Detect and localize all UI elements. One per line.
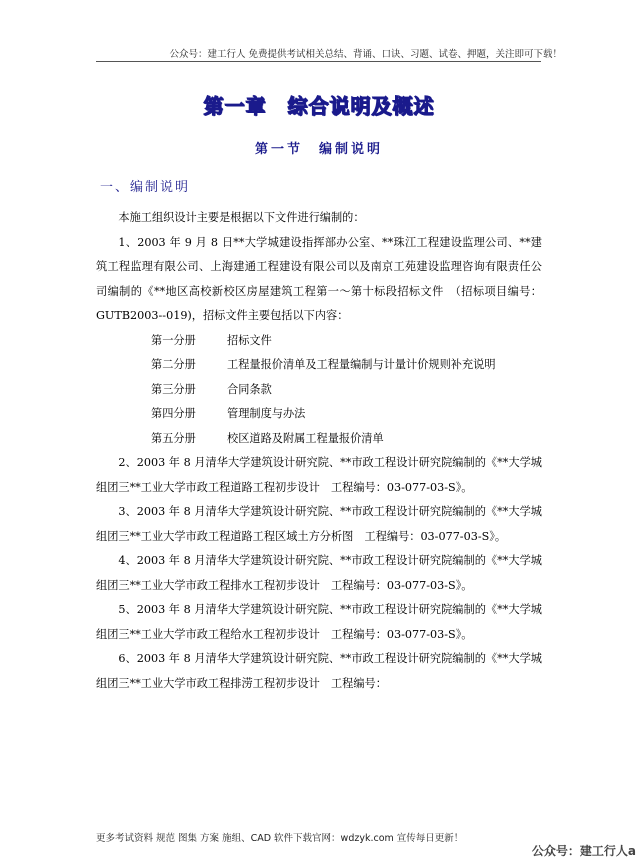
volume-item	[151, 402, 542, 427]
volume-number: 第三分册	[151, 382, 196, 396]
volume-number: 第一分册	[151, 333, 196, 347]
volume-number: 第五分册	[151, 431, 196, 445]
volume-number: 第二分册	[151, 358, 196, 371]
item-6-paragraph: 6、2003 年 8 月清华大学建筑设计研究院、**市政工程设计研究院编制的《**大学城组团三**工业大学市政工程排涝工程初步设计 工程编号：	[96, 652, 542, 690]
item-5-paragraph: 5、2003 年 8 月清华大学建筑设计研究院、**市政工程设计研究院编制的《**大学城组团三**工业大学市政工程给水工程初步设计 工程编号：03-077-03-S》。	[96, 603, 542, 641]
item-1-paragraph: 1、2003 年 9 月 8 日**大学城建设指挥部办公室、**珠江工程建设监理公司、**建筑工程监理有限公司、上海建通工程建设有限公司以及南京工苑建设监理咨询有限责任公司编制的《**地区高校新校区房屋建筑工程第一～第十标段招标文件 （招标项目编号：GUTB2003--019)，招标文件主要包括以下内容：	[96, 235, 542, 322]
footer-note: 更多考试资料 规范 图集 方案 施组、CAD 软件下载官网：wdzyk.com 宣传每日更新！	[96, 833, 464, 844]
volume-item	[151, 427, 542, 452]
volume-name: 校区道路及附属工程量报价清单	[227, 431, 384, 445]
volume-name: 合同条款	[227, 382, 272, 396]
header-note: 公众号：建工行人 免费提供考试相关总结、背诵、口诀、习题、试卷、押题，关注即可下载！	[169, 49, 562, 60]
volume-name: 管理制度与办法	[227, 407, 306, 420]
volume-number: 第四分册	[151, 407, 196, 420]
heading-1: 一、编制说明	[100, 180, 191, 195]
volume-item	[151, 378, 542, 403]
volume-item	[151, 353, 542, 378]
document-body	[96, 206, 542, 696]
volume-name: 工程量报价清单及工程量编制与计量计价规则补充说明	[227, 358, 496, 371]
item-4-paragraph: 4、2003 年 8 月清华大学建筑设计研究院、**市政工程设计研究院编制的《**大学城组团三**工业大学市政工程排水工程初步设计 工程编号：03-077-03-S》。	[96, 554, 542, 592]
watermark: 公众号：建工行人a	[531, 844, 636, 858]
header-divider	[96, 61, 541, 62]
volume-name: 招标文件	[227, 333, 272, 347]
volume-item	[151, 329, 542, 354]
item-3-paragraph: 3、2003 年 8 月清华大学建筑设计研究院、**市政工程设计研究院编制的《**大学城组团三**工业大学市政工程道路工程区域土方分析图 工程编号：03-077-03-S》。	[96, 505, 542, 543]
intro-paragraph: 本施工组织设计主要是根据以下文件进行编制的：	[118, 211, 365, 224]
item-2-paragraph: 2、2003 年 8 月清华大学建筑设计研究院、**市政工程设计研究院编制的《**大学城组团三**工业大学市政工程道路工程初步设计 工程编号：03-077-03-S》。	[96, 456, 542, 494]
volume-list	[96, 329, 542, 452]
section-title: 第一节 编制说明	[254, 142, 383, 157]
chapter-title: 第一章 综合说明及概述	[203, 94, 435, 118]
